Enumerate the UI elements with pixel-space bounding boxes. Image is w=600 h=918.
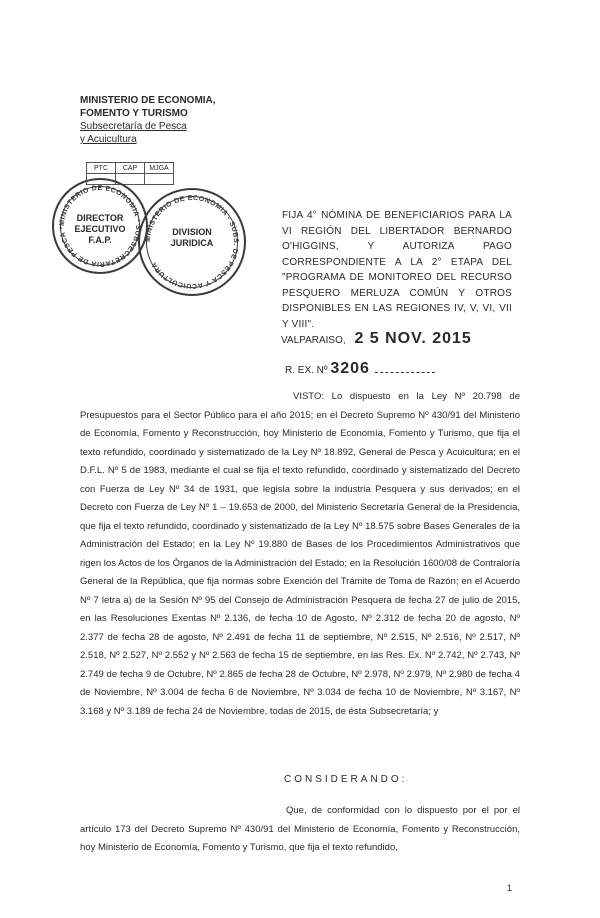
- initials-header-mjga: MJGA: [145, 163, 174, 174]
- resolution-prefix: R. EX. Nº: [285, 365, 328, 376]
- initials-header-cap: CAP: [116, 163, 145, 174]
- director-stamp: [52, 178, 148, 274]
- resolution-number: 3206: [330, 360, 370, 377]
- initials-header-ptc: PTC: [87, 163, 116, 174]
- resolution-number-line: [285, 360, 435, 378]
- ministry-line-2: FOMENTO Y TURISMO: [80, 108, 188, 119]
- ministry-line-1: MINISTERIO DE ECONOMIA,: [80, 95, 216, 106]
- subsecretaria-line-2: y Acuicultura: [80, 134, 137, 145]
- subsecretaria-line-1: Subsecretaría de Pesca: [80, 121, 187, 132]
- stamp-line: DIRECTOR: [76, 213, 124, 224]
- stamp-ring-text: MINISTERIO DE ECONOMIA * SUBSECRETARIA DE PESCA *: [58, 184, 142, 268]
- visto-paragraph: VISTO: Lo dispuesto en la Ley Nº 20.798 de Presupuestos para el Sector Público para el año 2015; en el Decreto Supremo Nº 430/91 del Ministerio de Economía, Fomento y Reconstrucción, hoy Ministerio de Economía, Fomento y Turismo, que fija el texto refundido, coordinado y sistematizado de la Ley Nº 18.892, General de Pesca y Acuicultura; en el D.F.L. Nº 5 de 1983, mediante el cual se fija el texto refundido, coordinado y sistematizado del Decreto con Fuerza de Ley Nº 34 de 1931, que legisla sobre la industria Pesquera y sus derivados; en el Decreto con Fuerza de Ley Nº 1 – 19.653 de 2000, del Ministerio Secretaría General de la Presidencia, que fija el texto refundido, coordinado y sistematizado de la Ley Nº 18.575 sobre Bases Generales de la Administración del Estado; en la Ley Nº 19.880 de Bases de los Procedimientos Administrativos que rigen los Actos de los Órganos de la Administración del Estado; en la Resolución 1600/08 de Contraloría General de la República, que fija normas sobre Exención del Trámite de Toma de Razón; en el Acuerdo Nº 7 letra a) de la Sesión Nº 95 del Consejo de Administración Pesquera de fecha 27 de julio de 2015, en las Resoluciones Exentas Nº 2.136, de fecha 10 de Agosto, Nº 2.312 de fecha 20 de agosto, Nº 2.377 de fecha 28 de agosto, Nº 2.491 de fecha 11 de septiembre, Nº 2.515, Nº 2.516, Nº 2.517, Nº 2.518, Nº 2.527, Nº 2.552 y Nº 2.563 de fecha 15 de septiembre, en las Res. Ex. Nº 2.742, Nº 2.743, Nº 2.749 de fecha 9 de Octubre, Nº 2.865 de fecha 28 de Octubre, Nº 2.978, Nº 2.979, Nº 2.980 de fecha 4 de Noviembre, Nº 3.004 de fecha 6 de Noviembre, Nº 3.034 de fecha 10 de Noviembre, Nº 3.167, Nº 3.168 y Nº 3.189 de fecha 24 de Noviembre, todas de 2015, de ésta Subsecretaría; y: [80, 391, 520, 717]
- considerando-heading: CONSIDERANDO:: [284, 774, 408, 785]
- stamp-line: EJECUTIVO: [74, 224, 126, 235]
- page-number: 1: [506, 883, 512, 893]
- initials-cell: [145, 174, 174, 185]
- considerando-paragraph: Que, de conformidad con lo dispuesto por el por el artículo 173 del Decreto Supremo Nº 430/91 del Ministerio de Economía, Fomento y Reconstrucción, hoy Ministerio de Economía, Fomento y Turismo, que fija el texto refundido,: [80, 805, 520, 853]
- date-value: 2 5 NOV. 2015: [354, 330, 472, 347]
- ministry-header: [80, 94, 216, 146]
- stamp-line: JURIDICA: [170, 238, 214, 249]
- stamp-line: DIVISION: [172, 227, 212, 238]
- resolution-title: FIJA 4° NÓMINA DE BENEFICIARIOS PARA LA VI REGIÓN DEL LIBERTADOR BERNARDO O'HIGGINS, Y AUTORIZA PAGO CORRESPONDIENTE A LA 2° ETAPA DEL "PROGRAMA DE MONITOREO DEL RECURSO PESQUERO MERLUZA COMÚN Y OTROS DISPONIBLES EN LAS REGIONES IV, V, VI, VII Y VIII".: [282, 210, 512, 330]
- date-line: [281, 330, 472, 348]
- stamp-line: F.A.P.: [88, 235, 112, 246]
- stamp-center-text: [54, 213, 146, 246]
- division-juridica-stamp: [138, 188, 246, 296]
- stamp-ring-text: MINISTERIO DE ECONOMIA - SUBS. DE PESCA Y ACUICULTURA: [144, 194, 240, 290]
- date-place: VALPARAISO,: [281, 335, 346, 346]
- stamp-center-text: [140, 227, 244, 249]
- resolution-blank-line: [375, 364, 435, 373]
